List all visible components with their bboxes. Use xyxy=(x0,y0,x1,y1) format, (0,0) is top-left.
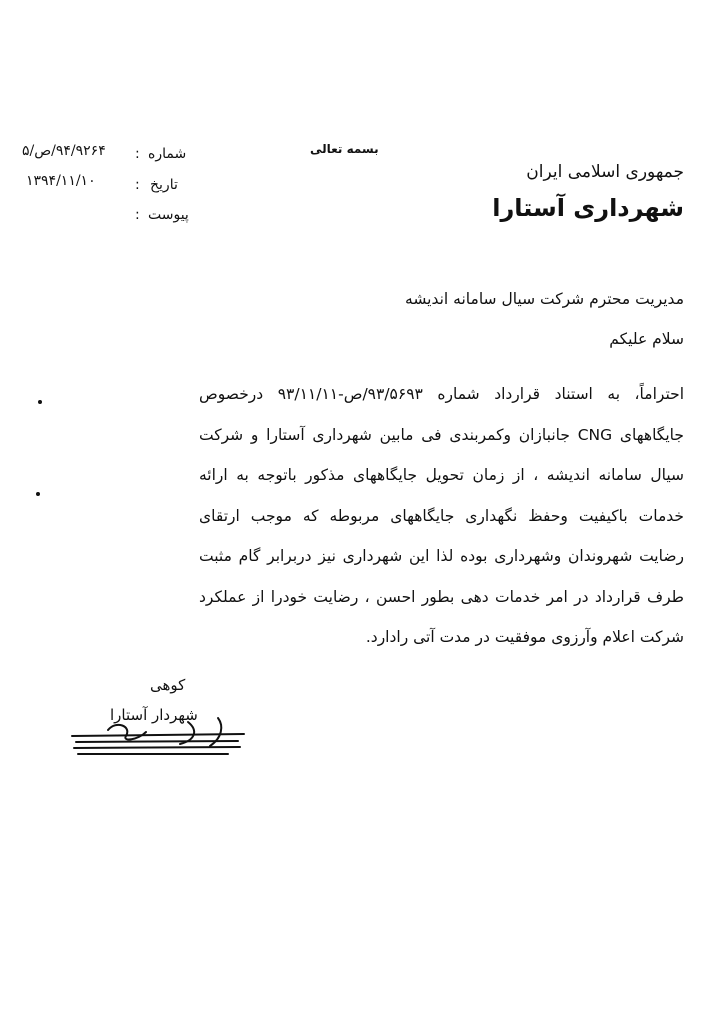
attachment-label: پیوست xyxy=(148,207,189,223)
bismillah-heading: بسمه تعالی xyxy=(310,142,379,156)
number-label: شماره xyxy=(148,146,187,162)
country-name: جمهوری اسلامی ایران xyxy=(526,162,684,182)
date-label: تاریخ xyxy=(150,177,178,193)
greeting-line: سلام علیکم xyxy=(609,330,684,348)
number-colon: : xyxy=(135,146,140,162)
letter-body: احتراماً، به استناد قرارداد شماره ۹۳/۵۶۹۳/ص-۹۳/۱۱/۱۱ درخصوص جایگاههای CNG جانبازان وکمربندی فی مابین شهرداری آستارا و شرکت سیال سامانه اندیشه ، از زمان تحویل جایگاههای مذکور باتوجه به ارائه خدمات باکیفیت وحفظ نگهداری جایگاههای مربوطه که موجب ارتقای رضایت شهروندان وشهرداری بوده لذا این شهرداری نیز دربرابر گام مثبت طرف قرارداد در امر خدمات دهی بطور احسن ، رضایت خودرا از عملکرد شرکت اعلام وآرزوی موفقیت در مدت آتی رادارد. xyxy=(199,385,685,646)
letter-body-container xyxy=(199,374,684,658)
signatory-name: کوهی xyxy=(150,676,186,694)
recipient-line: مدیریت محترم شرکت سیال سامانه اندیشه xyxy=(405,290,684,308)
number-value: ۹۴/۹۲۶۴/ص/۵ xyxy=(22,143,106,159)
date-value: ۱۳۹۴/۱۱/۱۰ xyxy=(26,173,96,189)
attachment-colon: : xyxy=(135,207,140,223)
signature-scribble xyxy=(68,716,248,762)
organization-name: شهرداری آستارا xyxy=(492,194,684,222)
signatory-title: شهردار آستارا xyxy=(110,706,198,724)
margin-dot xyxy=(36,492,40,496)
date-colon: : xyxy=(135,177,140,193)
margin-dot xyxy=(38,400,42,404)
